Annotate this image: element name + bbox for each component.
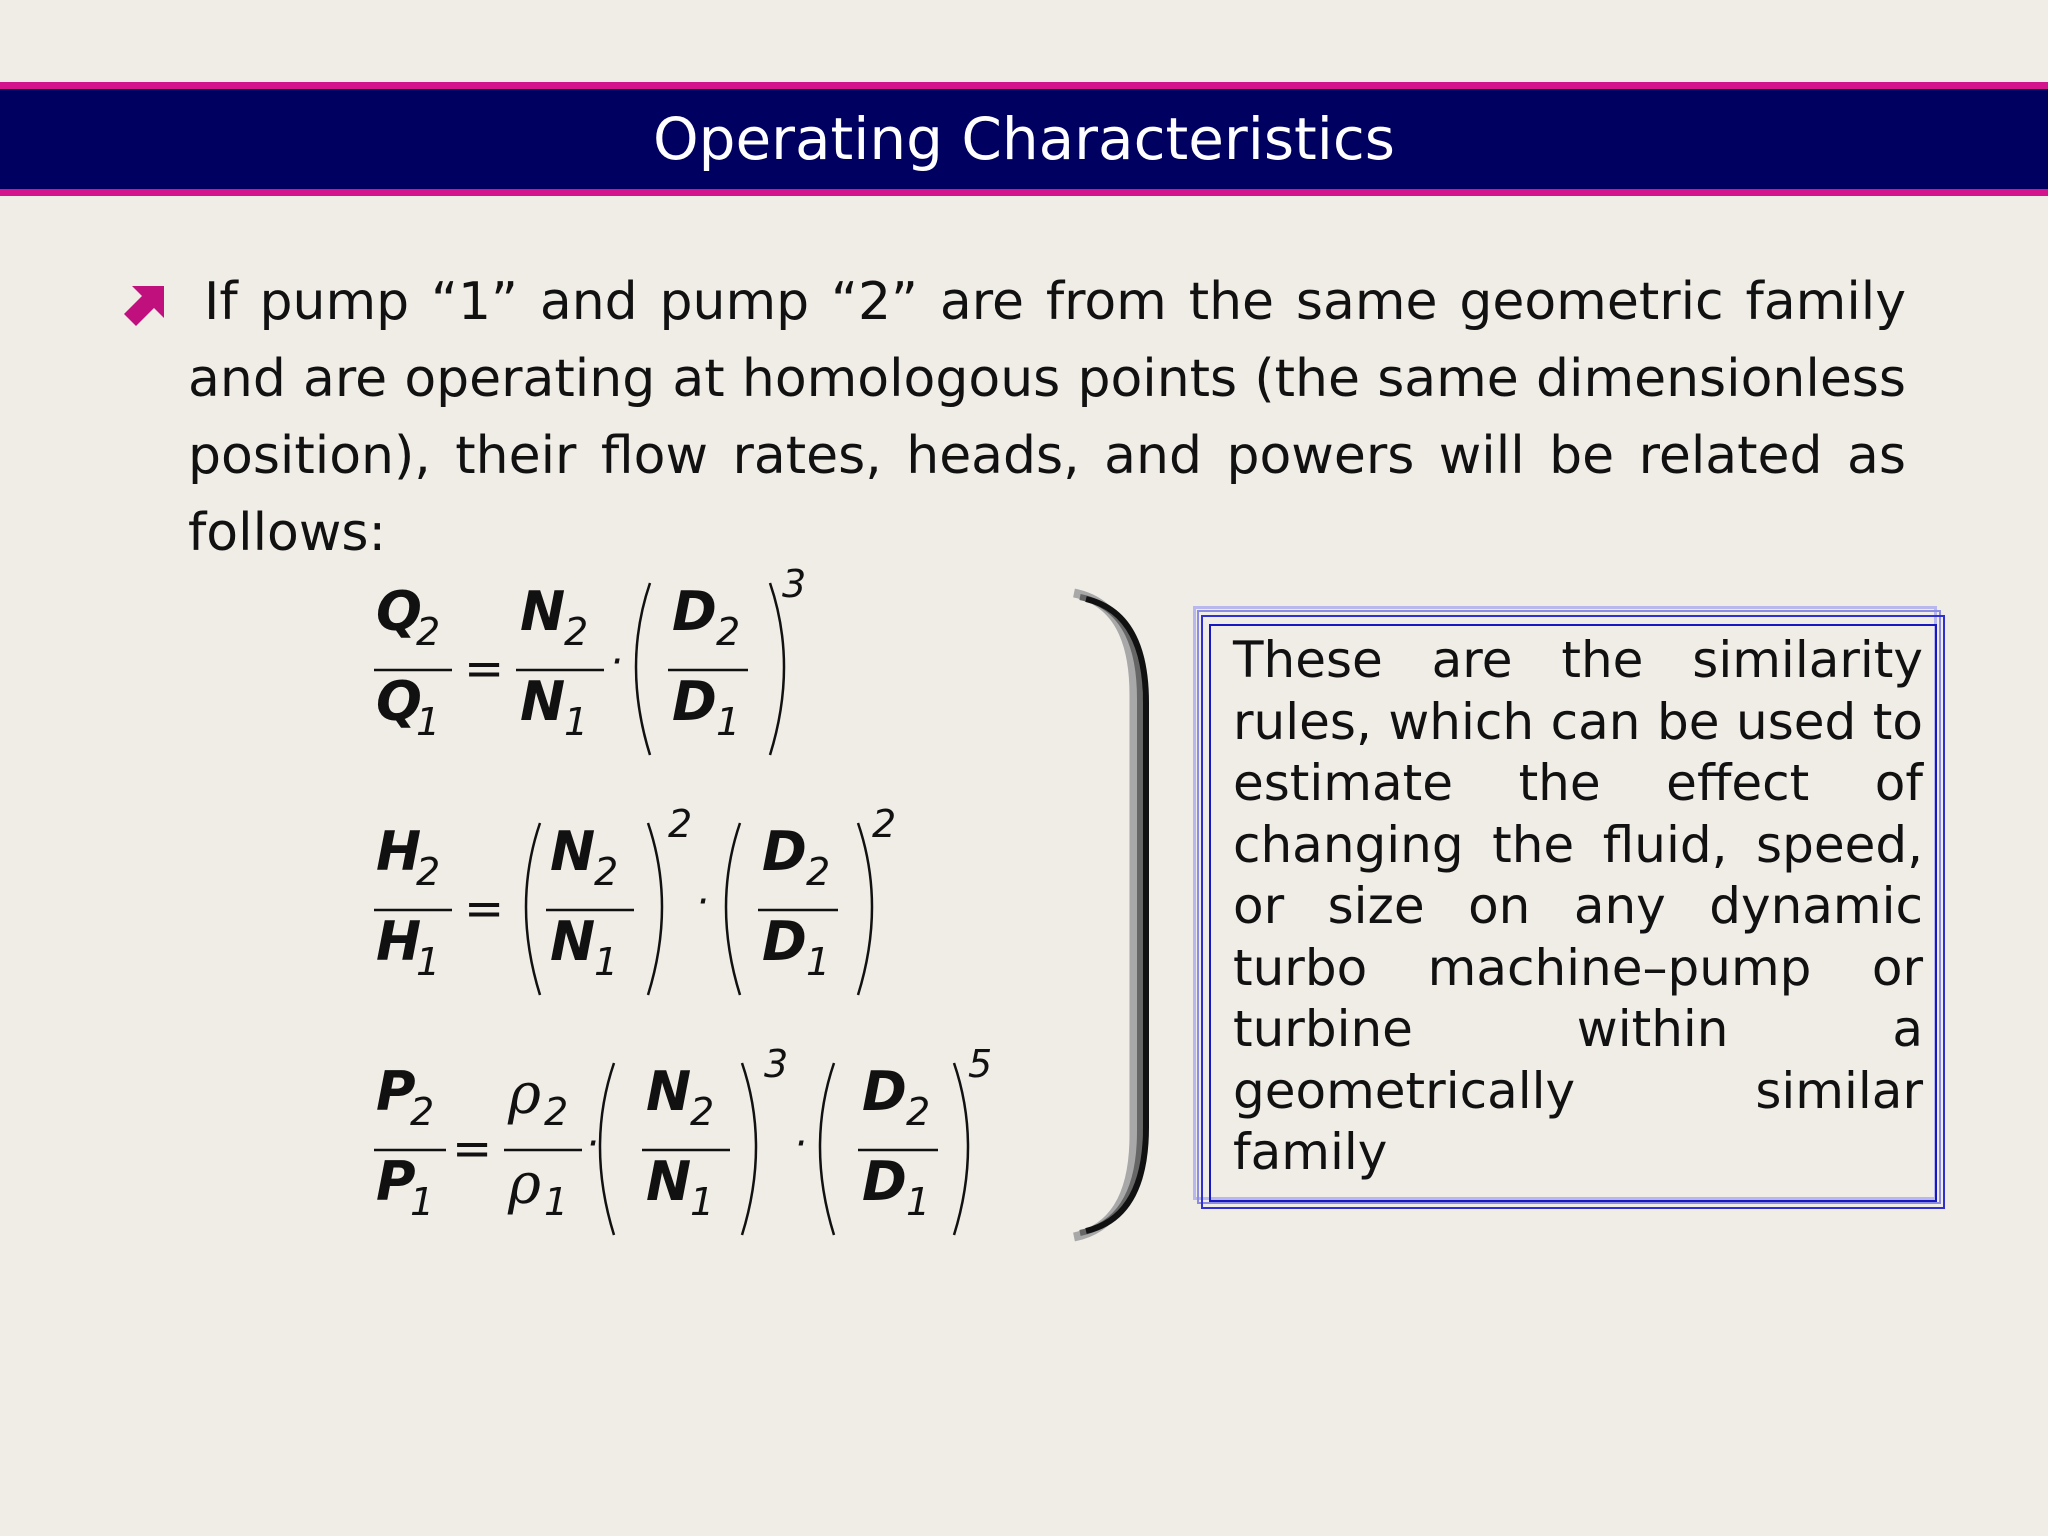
- bullet-paragraph: [188, 264, 1906, 572]
- formula-power: [374, 1042, 992, 1235]
- head-f2-num: D: [762, 820, 807, 883]
- power-dot-2: ·: [794, 1121, 807, 1167]
- flow-f1-den: N: [520, 670, 566, 733]
- formula-flow: [374, 565, 806, 755]
- flow-f2-num-sub: 2: [716, 610, 741, 654]
- flow-f1-num: N: [520, 580, 566, 643]
- power-rho-den-sub: 1: [544, 1180, 569, 1224]
- title-bar: [0, 82, 2048, 196]
- note-text: These are the similarity rules, which can be used to estimate the effect of changing the fluid, speed, or size on any dynamic turbo machine–pump or turbine within a geometrically similar family: [1233, 631, 1923, 1181]
- flow-lhs-den-sub: 1: [416, 700, 441, 744]
- flow-lhs-den: Q: [376, 670, 422, 733]
- power-rho-num: ρ: [508, 1062, 541, 1127]
- power-f1-num: N: [646, 1060, 692, 1123]
- head-f2-num-sub: 2: [806, 850, 831, 894]
- power-f2-den-sub: 1: [906, 1180, 931, 1224]
- power-lhs-den: P: [376, 1150, 416, 1213]
- formula-head: [374, 802, 896, 995]
- flow-f2-den-sub: 1: [716, 700, 741, 744]
- power-f1-num-sub: 2: [690, 1090, 715, 1134]
- flow-f2-num: D: [672, 580, 717, 643]
- power-equals: =: [452, 1121, 493, 1177]
- head-f1-exp: 2: [668, 802, 693, 846]
- power-dot-1: ·: [586, 1121, 599, 1167]
- power-f2-exp: 5: [968, 1042, 993, 1086]
- flow-equals: =: [464, 641, 505, 697]
- power-f2-den: D: [862, 1150, 907, 1213]
- right-bracket: [1070, 585, 1160, 1245]
- head-f2-den: D: [762, 910, 807, 973]
- head-lhs-num: H: [376, 820, 422, 883]
- power-f1-den-sub: 1: [690, 1180, 715, 1224]
- head-dot: ·: [696, 879, 709, 925]
- head-lhs-den: H: [376, 910, 422, 973]
- bullet-text: If pump “1” and pump “2” are from the same geometric family and are operating at homologous points (the same dimensionless position), their flow rates, heads, and powers will be related as follows:: [188, 272, 1906, 563]
- head-f1-den-sub: 1: [594, 940, 619, 984]
- flow-lhs-num: Q: [376, 580, 422, 643]
- head-f1-num: N: [550, 820, 596, 883]
- arrow-up-right-icon: [124, 282, 168, 326]
- head-equals: =: [464, 881, 505, 937]
- power-lhs-den-sub: 1: [410, 1180, 435, 1224]
- power-lhs-num: P: [376, 1060, 416, 1123]
- power-lhs-num-sub: 2: [410, 1090, 435, 1134]
- head-lhs-den-sub: 1: [416, 940, 441, 984]
- flow-dot: ·: [610, 639, 623, 685]
- head-f2-exp: 2: [872, 802, 897, 846]
- flow-lhs-num-sub: 2: [416, 610, 441, 654]
- head-lhs-num-sub: 2: [416, 850, 441, 894]
- slide-title: Operating Characteristics: [652, 105, 1396, 173]
- flow-f1-den-sub: 1: [564, 700, 589, 744]
- flow-f1-num-sub: 2: [564, 610, 589, 654]
- head-f1-den: N: [550, 910, 596, 973]
- flow-f2-exp: 3: [782, 565, 807, 606]
- power-f2-num-sub: 2: [906, 1090, 931, 1134]
- similarity-formulas: [360, 565, 1120, 1265]
- power-f1-exp: 3: [764, 1042, 789, 1086]
- power-rho-den: ρ: [508, 1152, 541, 1217]
- head-f1-num-sub: 2: [594, 850, 619, 894]
- power-f1-den: N: [646, 1150, 692, 1213]
- power-f2-num: D: [862, 1060, 907, 1123]
- flow-f2-den: D: [672, 670, 717, 733]
- head-f2-den-sub: 1: [806, 940, 831, 984]
- power-rho-num-sub: 2: [544, 1090, 569, 1134]
